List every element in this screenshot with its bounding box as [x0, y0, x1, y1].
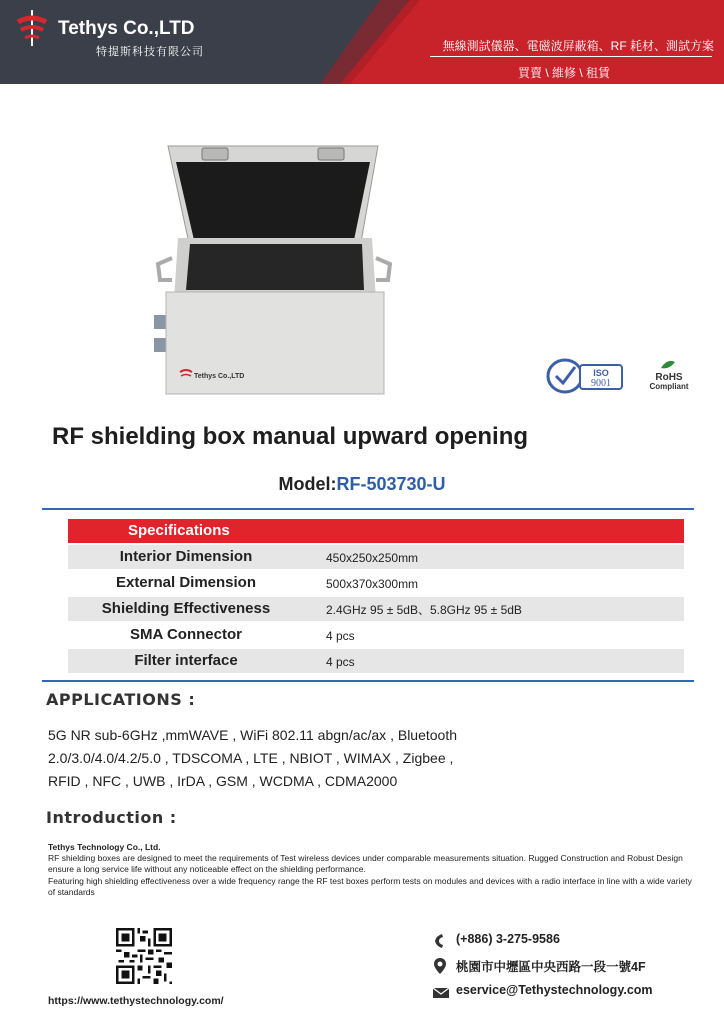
- spec-label: Interior Dimension: [119, 548, 253, 565]
- business-text: 買賣 \ 維修 \ 租賃: [517, 66, 610, 80]
- intro-line: RF shielding boxes are designed to meet the requirements of Test wireless devices under comparable measurements situation. Rugged Construction and Robust Design: [48, 853, 683, 864]
- phone-number: (+886) 3-275-9586: [456, 932, 560, 946]
- phone-icon: [432, 932, 448, 950]
- applications-list: [48, 724, 648, 793]
- company-name: Tethys Co.,LTD: [58, 18, 195, 39]
- spec-value: 4 pcs: [326, 655, 355, 669]
- rohs-compliant-text: Compliant: [649, 382, 689, 391]
- intro-company: Tethys Technology Co., Ltd.: [48, 842, 161, 852]
- rohs-compliant-icon: [649, 361, 688, 391]
- spec-label: Filter interface: [134, 652, 238, 669]
- product-title: RF shielding box manual upward opening: [52, 423, 529, 450]
- spec-label: Shielding Effectiveness: [101, 600, 271, 617]
- specs-header: [68, 519, 684, 543]
- qr-code[interactable]: [116, 928, 172, 984]
- applications-line: 5G NR sub-6GHz ,mmWAVE , WiFi 802.11 abgn/ac/ax , Bluetooth: [48, 727, 458, 743]
- email-icon: [432, 983, 450, 1001]
- rohs-text: RoHS: [655, 372, 683, 383]
- spec-value: 500x370x300mm: [326, 577, 419, 591]
- spec-row: [68, 623, 684, 647]
- introduction-body: [48, 842, 698, 898]
- model-label: Model:: [278, 474, 337, 494]
- applications-heading: APPLICATIONS :: [46, 690, 196, 709]
- services-text: 無線測試儀器、電磁波屏蔽箱、RF 耗材、測試方案: [442, 39, 714, 53]
- email-address: eservice@Tethystechnology.com: [456, 983, 653, 997]
- applications-line: RFID , NFC , UWB , IrDA , GSM , WCDMA , CDMA2000: [48, 773, 398, 789]
- intro-line: ensure a long service life without any noticeable effect on the shielding performance.: [48, 864, 366, 875]
- intro-line: Featuring high shielding effectiveness over a wide frequency range the RF test boxes perform tests on modules and devices with a radio interface in line with a wide variety of standards: [48, 875, 692, 897]
- spec-label: SMA Connector: [130, 626, 242, 643]
- introduction-heading: Introduction :: [46, 808, 177, 827]
- header-divider: [430, 56, 712, 57]
- spec-value: 4 pcs: [326, 629, 355, 643]
- iso-9001-icon: [548, 360, 622, 392]
- spec-label: External Dimension: [115, 574, 257, 591]
- spec-row: [68, 545, 684, 569]
- iso-number: 9001: [591, 378, 611, 389]
- product-label: Tethys Co.,LTD: [194, 373, 245, 380]
- spec-value: 2.4GHz 95 ± 5dB、5.8GHz 95 ± 5dB: [326, 603, 522, 617]
- spec-value: 450x250x250mm: [326, 551, 419, 565]
- website-link[interactable]: https://www.tethystechnology.com/: [48, 995, 224, 1007]
- applications-line: 2.0/3.0/4.0/4.2/5.0 , TDSCOMA , LTE , NBIOT , WIMAX , Zigbee ,: [48, 750, 454, 766]
- divider-bottom: [42, 680, 694, 682]
- location-pin-icon: [432, 957, 448, 975]
- certifications: [545, 356, 705, 396]
- model-line: [0, 474, 724, 495]
- spec-row: [68, 649, 684, 673]
- product-image: [150, 140, 400, 400]
- model-value: RF-503730-U: [336, 474, 446, 494]
- spec-row: [68, 571, 684, 595]
- divider-top: [42, 508, 694, 510]
- iso-text: ISO: [593, 368, 609, 378]
- company-name-zh: 特提斯科技有限公司: [96, 46, 204, 58]
- address-text: 桃園市中壢區中央西路一段一號4F: [456, 960, 646, 974]
- specs-heading: Specifications: [128, 522, 230, 539]
- spec-row: [68, 597, 684, 621]
